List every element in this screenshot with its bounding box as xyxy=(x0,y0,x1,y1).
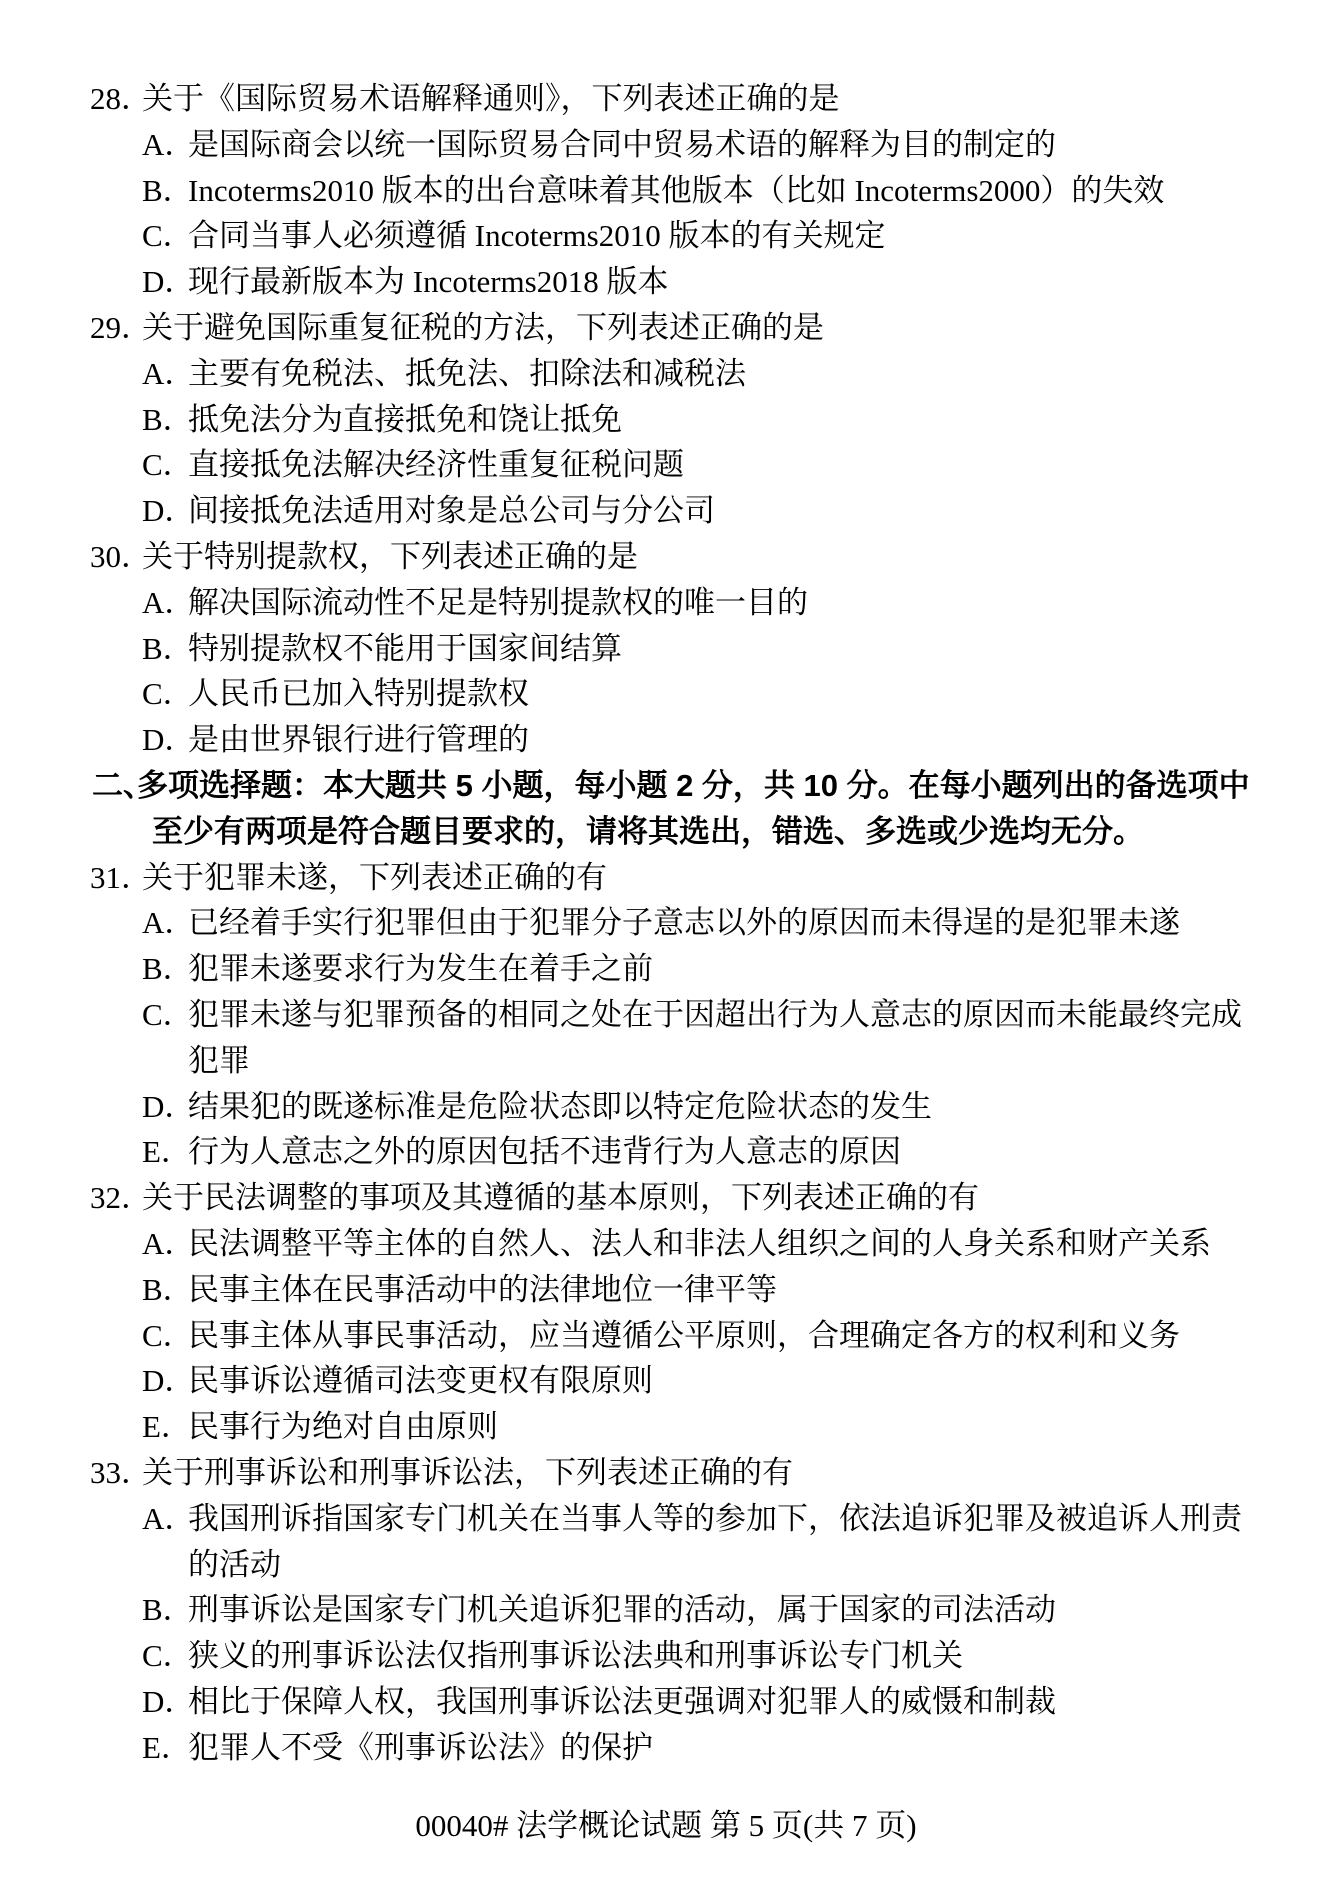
option-letter: A． xyxy=(142,1500,196,1536)
option-line xyxy=(0,1633,1332,1679)
option-letter: C． xyxy=(142,447,194,483)
option-line xyxy=(0,626,1332,672)
option-letter: A． xyxy=(142,584,196,620)
question-line xyxy=(0,1450,1332,1496)
option-text: 狭义的刑事诉讼法仅指刑事诉讼法典和刑事诉讼专门机关 xyxy=(188,1638,963,1674)
option-line xyxy=(0,671,1332,717)
option-letter: A． xyxy=(142,126,196,162)
option-letter: E． xyxy=(142,1134,192,1170)
option-text: 结果犯的既遂标准是危险状态即以特定危险状态的发生 xyxy=(188,1088,932,1124)
option-line xyxy=(0,1404,1332,1450)
option-letter: D． xyxy=(142,1363,196,1399)
option-line-continuation xyxy=(0,1542,1332,1588)
option-letter: B． xyxy=(142,951,194,987)
question-stem: 关于避免国际重复征税的方法，下列表述正确的是 xyxy=(142,309,824,345)
question-line xyxy=(0,305,1332,351)
question-number: 33． xyxy=(90,1454,152,1490)
option-line xyxy=(0,397,1332,443)
option-text: 刑事诉讼是国家专门机关追诉犯罪的活动，属于国家的司法活动 xyxy=(188,1592,1056,1628)
option-text: 相比于保障人权，我国刑事诉讼法更强调对犯罪人的威慑和制裁 xyxy=(188,1683,1056,1719)
option-letter: C． xyxy=(142,1638,194,1674)
option-line xyxy=(0,1267,1332,1313)
option-line xyxy=(0,213,1332,259)
option-text: 解决国际流动性不足是特别提款权的唯一目的 xyxy=(188,584,808,620)
option-letter: A． xyxy=(142,355,196,391)
option-text: 人民币已加入特别提款权 xyxy=(188,676,529,712)
option-line xyxy=(0,351,1332,397)
option-letter: E． xyxy=(142,1409,192,1445)
option-text: 我国刑诉指国家专门机关在当事人等的参加下，依法追诉犯罪及被追诉人刑责 xyxy=(188,1500,1242,1536)
option-line xyxy=(0,992,1332,1038)
option-text: 行为人意志之外的原因包括不违背行为人意志的原因 xyxy=(188,1134,901,1170)
option-text: 已经着手实行犯罪但由于犯罪分子意志以外的原因而未得逞的是犯罪未遂 xyxy=(188,905,1180,941)
option-letter: E． xyxy=(142,1729,192,1765)
question-number: 29． xyxy=(90,309,152,345)
option-line xyxy=(0,1313,1332,1359)
section-header-line xyxy=(0,809,1332,855)
option-line xyxy=(0,1587,1332,1633)
option-line xyxy=(0,122,1332,168)
option-text: 抵免法分为直接抵免和饶让抵免 xyxy=(188,401,622,437)
option-line xyxy=(0,259,1332,305)
option-letter: C． xyxy=(142,676,194,712)
option-letter: C． xyxy=(142,1317,194,1353)
option-line xyxy=(0,168,1332,214)
option-line xyxy=(0,1679,1332,1725)
question-number: 28． xyxy=(90,81,152,116)
option-letter: B． xyxy=(142,1592,194,1628)
question-stem: 关于刑事诉讼和刑事诉讼法，下列表述正确的有 xyxy=(142,1454,793,1490)
question-stem: 关于民法调整的事项及其遵循的基本原则，下列表述正确的有 xyxy=(142,1180,979,1216)
option-text: 合同当事人必须遵循 Incoterms2010 版本的有关规定 xyxy=(188,218,886,254)
option-text: 民事主体在民事活动中的法律地位一律平等 xyxy=(188,1271,777,1307)
option-line xyxy=(0,442,1332,488)
option-letter: D． xyxy=(142,493,196,529)
option-letter: D． xyxy=(142,1088,196,1124)
question-number: 32． xyxy=(90,1180,152,1216)
option-letter: B． xyxy=(142,1271,194,1307)
option-text: 是由世界银行进行管理的 xyxy=(188,722,529,758)
option-text: 犯罪未遂要求行为发生在着手之前 xyxy=(188,951,653,987)
question-line xyxy=(0,1175,1332,1221)
question-line xyxy=(0,855,1332,901)
section-header-text: 至少有两项是符合题目要求的，请将其选出，错选、多选或少选均无分。 xyxy=(152,813,1144,849)
section-number: 二、 xyxy=(92,767,154,803)
question-stem: 关于犯罪未遂，下列表述正确的有 xyxy=(142,859,607,895)
section-header-text: 多项选择题：本大题共 5 小题，每小题 2 分，共 10 分。在每小题列出的备选项中 xyxy=(137,767,1250,803)
option-text: 民事主体从事民事活动，应当遵循公平原则，合理确定各方的权利和义务 xyxy=(188,1317,1180,1353)
option-line-continuation xyxy=(0,1038,1332,1084)
option-line xyxy=(0,580,1332,626)
option-line xyxy=(0,1084,1332,1130)
option-text-continued: 的活动 xyxy=(188,1546,281,1582)
option-text: 犯罪未遂与犯罪预备的相同之处在于因超出行为人意志的原因而未能最终完成 xyxy=(188,996,1242,1032)
option-text: 特别提款权不能用于国家间结算 xyxy=(188,630,622,666)
question-line xyxy=(0,534,1332,580)
page-footer: 00040# 法学概论试题 第 5 页(共 7 页) xyxy=(415,1808,917,1843)
option-letter: D． xyxy=(142,722,196,758)
option-text: 民事诉讼遵循司法变更权有限原则 xyxy=(188,1363,653,1399)
option-text: 民事行为绝对自由原则 xyxy=(188,1409,498,1445)
option-letter: B． xyxy=(142,172,194,208)
option-line xyxy=(0,1496,1332,1542)
option-line xyxy=(0,1221,1332,1267)
option-text: Incoterms2010 版本的出台意味着其他版本（比如 Incoterms2000）的失效 xyxy=(188,172,1165,208)
option-text: 主要有免税法、抵免法、扣除法和减税法 xyxy=(188,355,746,391)
option-text: 犯罪人不受《刑事诉讼法》的保护 xyxy=(188,1729,653,1765)
section-header-line xyxy=(0,763,1332,809)
option-line xyxy=(0,1358,1332,1404)
question-line xyxy=(0,76,1332,122)
option-line xyxy=(0,488,1332,534)
option-line xyxy=(0,946,1332,992)
option-line xyxy=(0,900,1332,946)
option-line xyxy=(0,717,1332,763)
option-text: 是国际商会以统一国际贸易合同中贸易术语的解释为目的制定的 xyxy=(188,126,1056,162)
option-text: 民法调整平等主体的自然人、法人和非法人组织之间的人身关系和财产关系 xyxy=(188,1225,1211,1261)
option-text: 间接抵免法适用对象是总公司与分公司 xyxy=(188,493,715,529)
question-number: 30． xyxy=(90,538,152,574)
option-text: 现行最新版本为 Incoterms2018 版本 xyxy=(188,264,669,300)
option-line xyxy=(0,1129,1332,1175)
option-letter: D． xyxy=(142,264,196,300)
option-letter: B． xyxy=(142,630,194,666)
question-stem: 关于《国际贸易术语解释通则》，下列表述正确的是 xyxy=(142,81,840,116)
option-text: 直接抵免法解决经济性重复征税问题 xyxy=(188,447,684,483)
question-number: 31． xyxy=(90,859,152,895)
option-letter: C． xyxy=(142,996,194,1032)
option-letter: B． xyxy=(142,401,194,437)
question-stem: 关于特别提款权，下列表述正确的是 xyxy=(142,538,638,574)
option-letter: D． xyxy=(142,1683,196,1719)
option-letter: A． xyxy=(142,905,196,941)
exam-body xyxy=(0,76,1332,1770)
option-text-continued: 犯罪 xyxy=(188,1042,250,1078)
option-letter: C． xyxy=(142,218,194,254)
option-letter: A． xyxy=(142,1225,196,1261)
option-line xyxy=(0,1725,1332,1771)
